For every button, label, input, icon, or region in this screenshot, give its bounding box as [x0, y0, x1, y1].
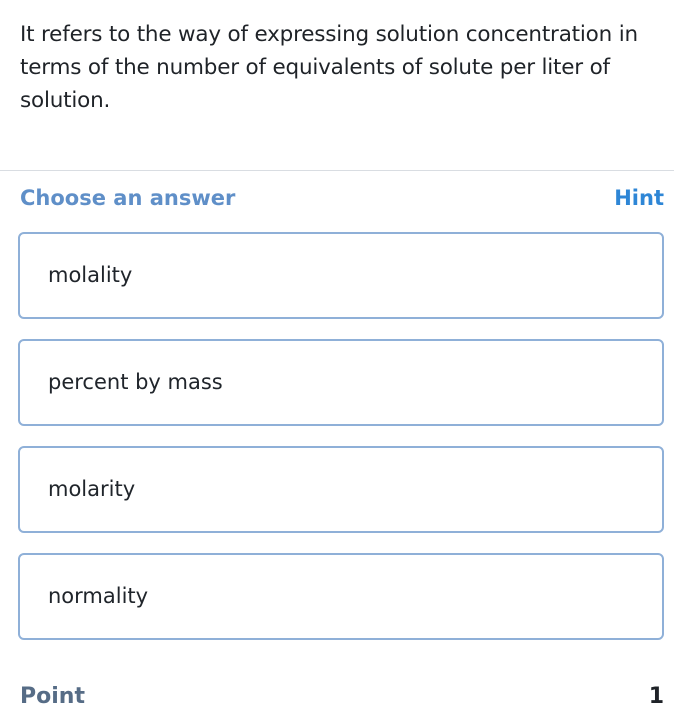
- section-divider: [0, 170, 674, 171]
- answer-header: [20, 183, 664, 213]
- answer-option-normality[interactable]: [18, 553, 664, 640]
- choose-answer-label: Choose an answer: [20, 186, 236, 210]
- answer-option-label: percent by mass: [48, 370, 223, 394]
- answer-option-percent-by-mass[interactable]: [18, 339, 664, 426]
- answer-option-molarity[interactable]: [18, 446, 664, 533]
- answer-option-label: normality: [48, 584, 149, 608]
- point-label: Point: [20, 684, 85, 709]
- point-value: 1: [648, 684, 664, 709]
- question-text: It refers to the way of expressing solution concentration in terms of the number of equivalents of solute per liter of solution.: [20, 22, 638, 113]
- answer-option-label: molarity: [48, 477, 136, 501]
- hint-link[interactable]: Hint: [614, 186, 664, 210]
- answer-option-label: molality: [48, 263, 133, 287]
- answer-option-molality[interactable]: [18, 232, 664, 319]
